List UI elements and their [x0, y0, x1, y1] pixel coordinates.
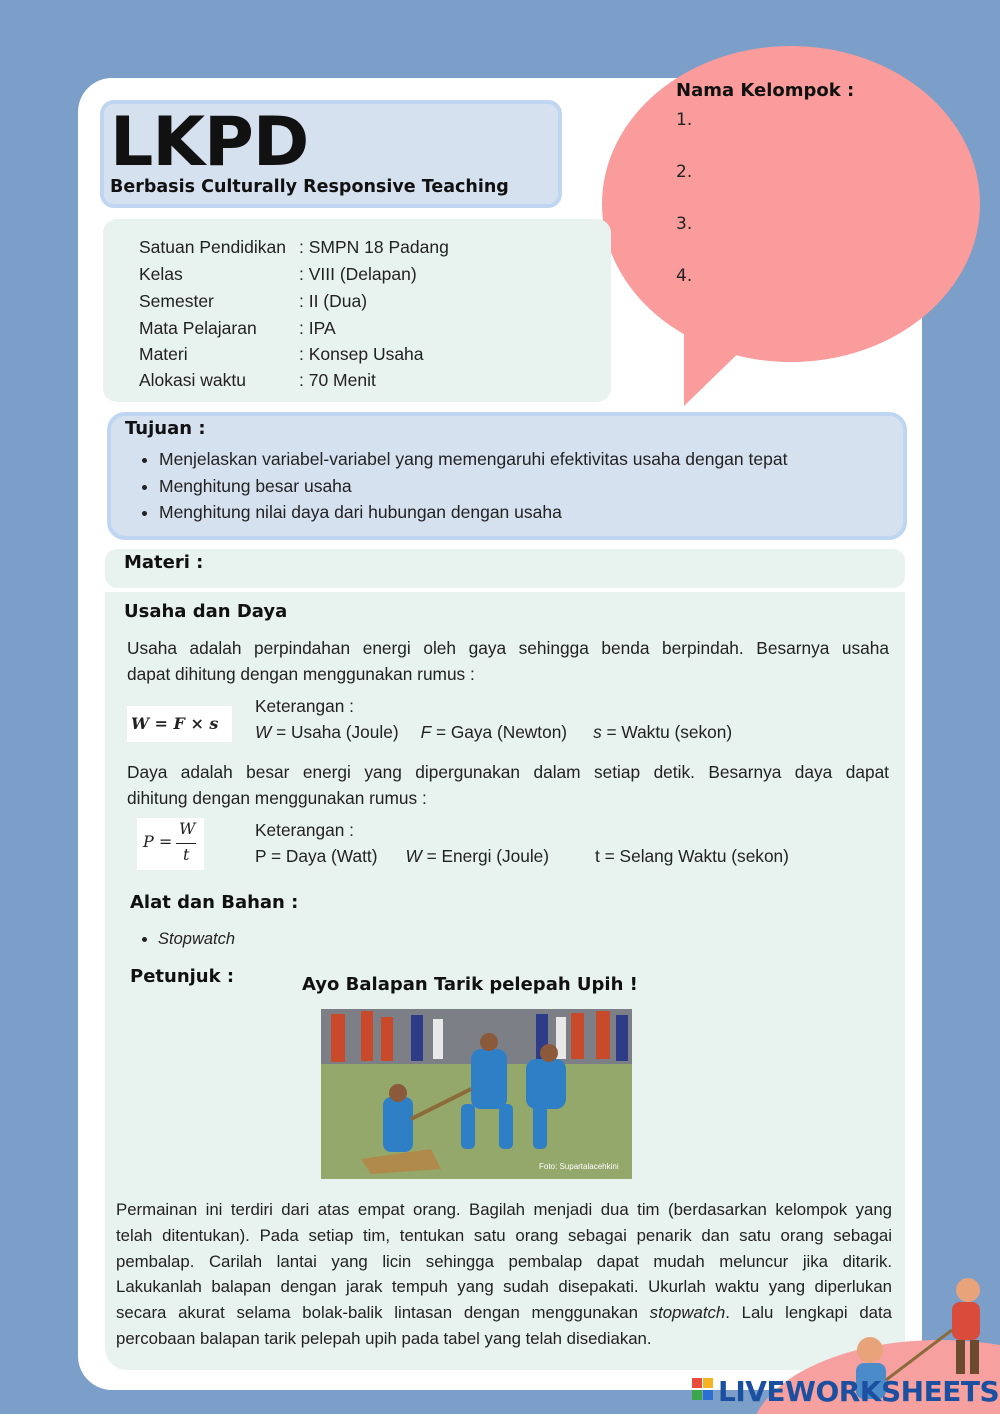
ket-desc: = Selang Waktu (sekon) [599, 846, 789, 866]
instructions-line: percobaan balapan tarik pelepah upih pada tabel yang telah disediakan. [116, 1328, 652, 1348]
info-row [139, 264, 417, 285]
goal-item: • Menjelaskan variabel-variabel yang memengaruhi efektivitas usaha dengan tepat [159, 446, 787, 473]
title-box [100, 100, 562, 208]
info-row [139, 291, 367, 312]
group-title: Nama Kelompok : [676, 80, 855, 101]
info-row [139, 318, 336, 339]
ket-symbol: W [255, 722, 272, 742]
instructions-title: Petunjuk : [130, 966, 235, 987]
info-value: : SMPN 18 Padang [299, 237, 449, 257]
daya-formula-den: t [183, 845, 190, 864]
group-member-4[interactable]: 4. [676, 266, 693, 286]
instructions-line: telah ditentukan). Pada setiap tim, tentukan satu orang sebagai penarik dan satu orang sebagai [116, 1225, 892, 1245]
group-list [676, 108, 692, 316]
info-value: : II (Dua) [299, 291, 368, 311]
ket-symbol: t [595, 846, 600, 866]
usaha-line: Usaha adalah perpindahan energi oleh gaya sehingga benda berpindah. Besarnya usaha [127, 638, 889, 658]
ket-desc: = Energi (Joule) [421, 846, 550, 866]
ket-desc: = Daya (Watt) [266, 846, 378, 866]
instructions-line: Permainan ini terdiri dari atas empat orang. Bagilah menjadi dua tim (berdasarkan kelompok yang [116, 1200, 892, 1219]
info-label: Alokasi waktu [139, 370, 246, 390]
liveworksheets-logo-icon [692, 1378, 714, 1402]
info-row [139, 370, 376, 391]
info-value: : IPA [299, 318, 336, 338]
info-label: Satuan Pendidikan [139, 237, 286, 257]
usaha-line: dapat dihitung dengan menggunakan rumus : [127, 664, 475, 684]
goals-title: Tujuan : [125, 418, 206, 439]
info-label: Kelas [139, 264, 183, 284]
game-title: Ayo Balapan Tarik pelepah Upih ! [302, 974, 638, 995]
instructions-line-5a: secara akurat selama bolak-balik lintasan dengan menggunakan [116, 1303, 650, 1323]
instructions-paragraph [116, 1197, 892, 1352]
material-subtitle: Usaha dan Daya [124, 601, 288, 622]
daya-formula [137, 818, 204, 870]
page-subtitle: Berbasis Culturally Responsive Teaching [110, 177, 509, 197]
daya-ket-row [255, 846, 789, 867]
page-title: LKPD [110, 103, 309, 182]
info-label: Materi [139, 344, 188, 364]
usaha-formula: W = F × s [127, 706, 232, 742]
tools-list [158, 930, 235, 949]
tool-item: • Stopwatch [158, 930, 235, 949]
tools-title: Alat dan Bahan : [130, 892, 299, 913]
game-photo [321, 1009, 632, 1179]
usaha-ket-row [255, 722, 732, 743]
info-value: : Konsep Usaha [299, 344, 424, 364]
goal-item: • Menghitung nilai daya dari hubungan dengan usaha [159, 499, 787, 526]
info-value: : 70 Menit [299, 370, 376, 390]
ket-symbol: F [420, 722, 432, 742]
usaha-paragraph [127, 635, 889, 687]
info-label: Mata Pelajaran [139, 318, 257, 338]
group-member-1[interactable]: 1. [676, 110, 693, 130]
goals-box [107, 412, 907, 540]
info-row [139, 237, 449, 258]
goals-list [159, 446, 787, 526]
info-row [139, 344, 424, 365]
group-member-3[interactable]: 3. [676, 214, 693, 234]
ket-desc: = Waktu (sekon) [601, 722, 733, 742]
daya-formula-lhs: P = [143, 832, 173, 851]
ket-symbol: W [405, 846, 422, 866]
daya-ket-title: Keterangan : [255, 820, 354, 840]
usaha-ket-title: Keterangan : [255, 696, 354, 716]
material-header-box [105, 549, 905, 588]
game-photo-illustration [321, 1009, 632, 1179]
goal-item: • Menghitung besar usaha [159, 473, 787, 500]
instructions-line: Lakukanlah balapan dengan jarak tempuh yang sudah disepakati. Ukurlah waktu yang diperlukan [116, 1277, 892, 1297]
ket-desc: = Usaha (Joule) [271, 722, 399, 742]
ket-desc: = Gaya (Newton) [431, 722, 568, 742]
daya-paragraph [127, 759, 889, 811]
ket-symbol: s [593, 722, 602, 742]
ket-symbol: P [255, 846, 267, 866]
instructions-line-5-italic: stopwatch [649, 1303, 726, 1323]
material-title: Materi : [124, 552, 204, 573]
photo-credit: Foto: Supartalacehkini [539, 1162, 619, 1171]
daya-formula-num: W [179, 819, 196, 838]
daya-line: Daya adalah besar energi yang dipergunakan dalam setiap detik. Besarnya daya dapat [127, 762, 889, 782]
fraction-bar [176, 843, 196, 844]
info-label: Semester [139, 291, 214, 311]
liveworksheets-logo[interactable]: LIVEWORKSHEETS [718, 1375, 1000, 1408]
group-member-2[interactable]: 2. [676, 162, 693, 182]
daya-line: dihitung dengan menggunakan rumus : [127, 788, 427, 808]
info-box [103, 219, 611, 402]
info-value: : VIII (Delapan) [299, 264, 417, 284]
instructions-line: pembalap. Carilah lantai yang licin sehingga pembalap dapat mudah meluncur jika ditarik. [116, 1251, 892, 1271]
instructions-line-5 [116, 1300, 892, 1326]
instructions-line-5b: . Lalu lengkapi data [725, 1303, 892, 1323]
